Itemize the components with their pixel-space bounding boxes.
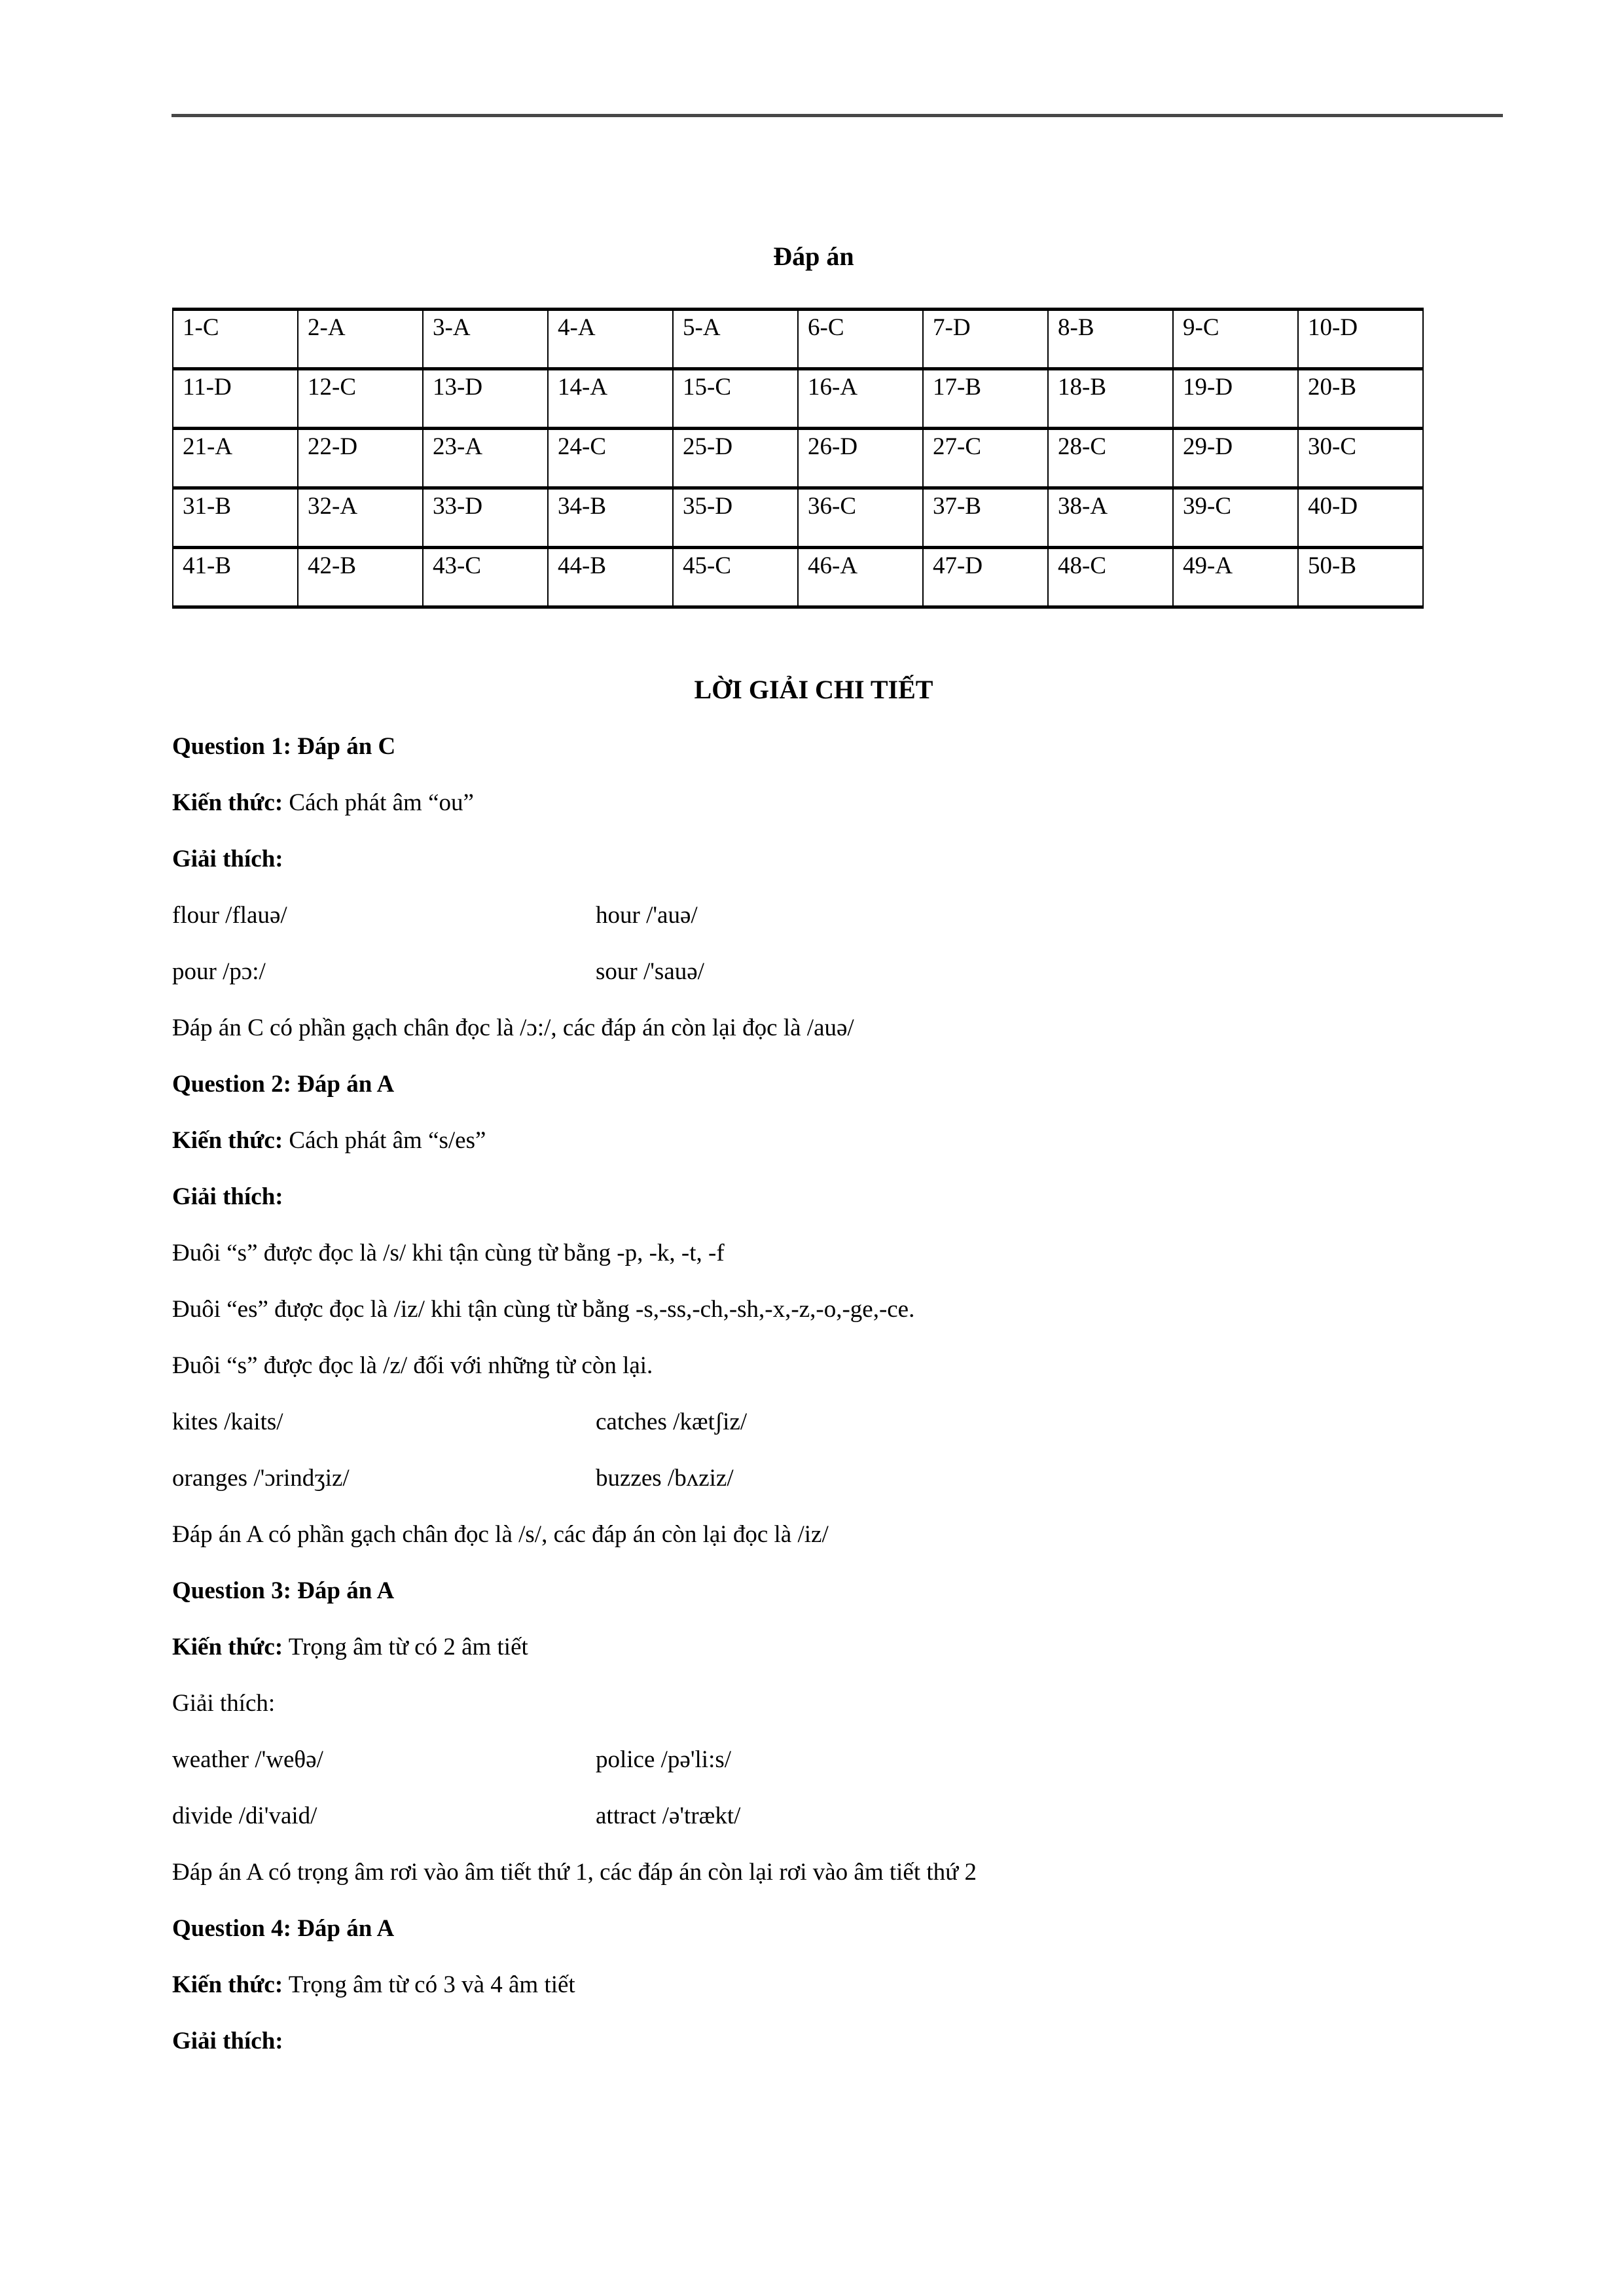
knowledge-line	[172, 775, 1455, 831]
question-block	[172, 1563, 1455, 1901]
answer-cell: 9-C	[1173, 310, 1298, 369]
question-title: Question 3: Đáp án A	[172, 1577, 395, 1604]
answer-cell: 26-D	[798, 429, 923, 488]
answer-cell: 12-C	[298, 369, 423, 429]
answer-row	[173, 369, 1423, 429]
pronunciation-pair	[172, 1394, 1455, 1450]
pronunciation-right: sour /'sauə/	[596, 958, 704, 985]
question-block	[172, 719, 1455, 1056]
answer-cell: 7-D	[923, 310, 1048, 369]
question-title: Question 4: Đáp án A	[172, 1915, 395, 1942]
pronunciation-pair	[172, 1788, 1455, 1844]
answer-cell: 6-C	[798, 310, 923, 369]
answer-cell: 22-D	[298, 429, 423, 488]
pronunciation-pair	[172, 1732, 1455, 1788]
answer-cell: 33-D	[423, 488, 548, 548]
answer-cell: 20-B	[1298, 369, 1423, 429]
answer-cell: 5-A	[673, 310, 798, 369]
answer-key-table	[172, 308, 1424, 609]
explain-label: Giải thích:	[172, 2028, 283, 2054]
answer-cell: 49-A	[1173, 548, 1298, 607]
knowledge-text: Cách phát âm “s/es”	[283, 1127, 486, 1154]
answer-cell: 17-B	[923, 369, 1048, 429]
page-content	[172, 0, 1455, 2070]
pronunciation-right: buzzes /bʌziz/	[596, 1465, 734, 1492]
answer-cell: 1-C	[173, 310, 298, 369]
knowledge-text: Trọng âm từ có 2 âm tiết	[283, 1634, 528, 1660]
answer-cell: 16-A	[798, 369, 923, 429]
answer-row	[173, 429, 1423, 488]
answer-cell: 8-B	[1048, 310, 1173, 369]
answer-cell: 4-A	[548, 310, 673, 369]
knowledge-label: Kiến thức:	[172, 1971, 283, 1998]
answer-cell: 45-C	[673, 548, 798, 607]
answer-cell: 10-D	[1298, 310, 1423, 369]
pronunciation-left: pour /pɔ:/	[172, 958, 266, 985]
knowledge-line	[172, 1113, 1455, 1169]
knowledge-text: Cách phát âm “ou”	[283, 789, 474, 816]
answer-cell: 47-D	[923, 548, 1048, 607]
answer-cell: 40-D	[1298, 488, 1423, 548]
answer-cell: 41-B	[173, 548, 298, 607]
knowledge-text: Trọng âm từ có 3 và 4 âm tiết	[283, 1971, 575, 1998]
answer-cell: 39-C	[1173, 488, 1298, 548]
answer-cell: 15-C	[673, 369, 798, 429]
answer-cell: 44-B	[548, 548, 673, 607]
question-block	[172, 1901, 1455, 2070]
pronunciation-pair	[172, 888, 1455, 944]
question-title: Question 1: Đáp án C	[172, 733, 396, 760]
answer-cell: 46-A	[798, 548, 923, 607]
answer-cell: 50-B	[1298, 548, 1423, 607]
pronunciation-left: flour /flauə/	[172, 902, 287, 929]
pronunciation-pair	[172, 944, 1455, 1000]
answer-cell: 27-C	[923, 429, 1048, 488]
pronunciation-right: hour /'auə/	[596, 902, 698, 929]
conclusion-line: Đáp án A có phần gạch chân đọc là /s/, các đáp án còn lại đọc là /iz/	[172, 1521, 829, 1548]
answer-cell: 2-A	[298, 310, 423, 369]
pronunciation-left: weather /'weθə/	[172, 1746, 323, 1773]
rule-line: Đuôi “es” được đọc là /iz/ khi tận cùng từ bằng -s,-ss,-ch,-sh,-x,-z,-o,-ge,-ce.	[172, 1296, 915, 1323]
explain-label: Giải thích:	[172, 1690, 276, 1717]
answer-row	[173, 310, 1423, 369]
conclusion-line: Đáp án A có trọng âm rơi vào âm tiết thứ 1, các đáp án còn lại rơi vào âm tiết thứ 2	[172, 1859, 977, 1886]
answer-cell: 43-C	[423, 548, 548, 607]
answer-cell: 3-A	[423, 310, 548, 369]
pronunciation-right: attract /ə'trækt/	[596, 1803, 741, 1829]
answer-cell: 37-B	[923, 488, 1048, 548]
answer-key-table-body	[173, 310, 1423, 607]
answer-cell: 29-D	[1173, 429, 1298, 488]
answer-cell: 18-B	[1048, 369, 1173, 429]
answer-cell: 36-C	[798, 488, 923, 548]
answer-key-title: Đáp án	[773, 242, 854, 271]
answer-cell: 23-A	[423, 429, 548, 488]
explain-label: Giải thích:	[172, 846, 283, 872]
pronunciation-left: divide /di'vaid/	[172, 1803, 317, 1829]
answer-cell: 24-C	[548, 429, 673, 488]
answer-cell: 25-D	[673, 429, 798, 488]
answer-cell: 13-D	[423, 369, 548, 429]
answer-cell: 21-A	[173, 429, 298, 488]
conclusion-line: Đáp án C có phần gạch chân đọc là /ɔ:/, các đáp án còn lại đọc là /auə/	[172, 1014, 854, 1041]
answer-cell: 31-B	[173, 488, 298, 548]
pronunciation-pair	[172, 1450, 1455, 1507]
answer-cell: 19-D	[1173, 369, 1298, 429]
answer-cell: 32-A	[298, 488, 423, 548]
pronunciation-right: police /pə'li:s/	[596, 1746, 732, 1773]
knowledge-label: Kiến thức:	[172, 1127, 283, 1154]
answer-cell: 34-B	[548, 488, 673, 548]
answer-cell: 35-D	[673, 488, 798, 548]
solutions-list	[172, 719, 1455, 2070]
answer-cell: 48-C	[1048, 548, 1173, 607]
answer-cell: 28-C	[1048, 429, 1173, 488]
question-block	[172, 1056, 1455, 1563]
knowledge-label: Kiến thức:	[172, 1634, 283, 1660]
pronunciation-left: oranges /'ɔrindʒiz/	[172, 1465, 350, 1492]
answer-cell: 38-A	[1048, 488, 1173, 548]
answer-cell: 42-B	[298, 548, 423, 607]
knowledge-line	[172, 1957, 1455, 2013]
pronunciation-left: kites /kaits/	[172, 1408, 283, 1435]
knowledge-line	[172, 1619, 1455, 1676]
pronunciation-right: catches /kætʃiz/	[596, 1408, 748, 1435]
answer-cell: 11-D	[173, 369, 298, 429]
solutions-heading: LỜI GIẢI CHI TIẾT	[694, 675, 933, 704]
answer-row	[173, 548, 1423, 607]
answer-cell: 30-C	[1298, 429, 1423, 488]
question-title: Question 2: Đáp án A	[172, 1071, 395, 1098]
knowledge-label: Kiến thức:	[172, 789, 283, 816]
rule-line: Đuôi “s” được đọc là /z/ đối với những từ còn lại.	[172, 1352, 653, 1379]
answer-cell: 14-A	[548, 369, 673, 429]
rule-line: Đuôi “s” được đọc là /s/ khi tận cùng từ bằng -p, -k, -t, -f	[172, 1240, 725, 1266]
explain-label: Giải thích:	[172, 1183, 283, 1210]
answer-row	[173, 488, 1423, 548]
